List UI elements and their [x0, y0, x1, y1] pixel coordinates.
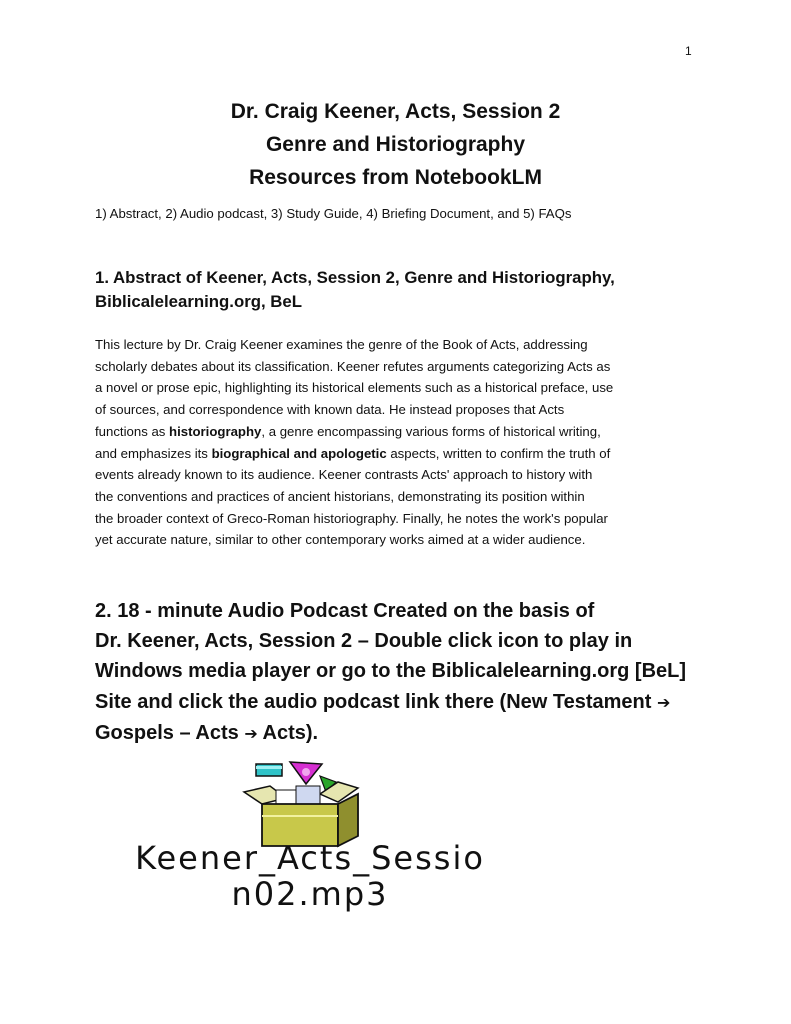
title-line-1: Dr. Craig Keener, Acts, Session 2	[230, 100, 561, 123]
title-line-2: Genre and Historiography	[265, 133, 526, 156]
caption-line-2: n02.mp3	[231, 875, 389, 913]
abstract-bold-term: historiography	[169, 423, 262, 439]
podcast-text: Site and click the audio podcast link there (New Testament	[95, 690, 657, 713]
abstract-paragraph	[95, 334, 700, 551]
arrow-right-icon: ➔	[656, 692, 671, 712]
abstract-line	[95, 443, 700, 465]
abstract-line: the broader context of Greco-Roman historiography. Finally, he notes the work's popular	[95, 510, 608, 526]
podcast-text: Acts).	[257, 721, 319, 744]
page-number: 1	[685, 44, 692, 58]
package-icon	[240, 760, 380, 850]
podcast-heading-line-4	[95, 687, 715, 718]
caption-line-1: Keener_Acts_Sessio	[135, 839, 485, 877]
podcast-text: Gospels – Acts	[95, 721, 245, 744]
abstract-text: and emphasizes its	[95, 445, 212, 461]
podcast-heading-line-1: 2. 18 - minute Audio Podcast Created on the basis of	[95, 600, 595, 622]
podcast-heading-line-3: Windows media player or go to the Biblicalelearning.org [BeL]	[95, 660, 687, 683]
abstract-text: aspects, written to confirm the truth of	[386, 445, 611, 461]
abstract-heading-line-1: 1. Abstract of Keener, Acts, Session 2, Genre and Historiography,	[95, 268, 615, 287]
arrow-right-icon: ➔	[244, 723, 258, 743]
title-line-3: Resources from NotebookLM	[249, 166, 542, 189]
abstract-line: the conventions and practices of ancient historians, demonstrating its position within	[95, 488, 585, 504]
abstract-line: scholarly debates about its classification. Keener refutes arguments categorizing Acts as	[95, 358, 611, 374]
abstract-line	[95, 421, 700, 443]
abstract-heading	[95, 266, 705, 314]
podcast-heading-line-2: Dr. Keener, Acts, Session 2 – Double click icon to play in	[95, 630, 633, 653]
abstract-heading-line-2: Biblicalelearning.org, BeL	[95, 292, 303, 311]
abstract-text: functions as	[95, 423, 170, 439]
abstract-line: of sources, and correspondence with known data. He instead proposes that Acts	[95, 402, 565, 418]
abstract-line: events already known to its audience. Keener contrasts Acts' approach to history with	[95, 467, 593, 483]
abstract-bold-term: biographical and apologetic	[211, 445, 387, 461]
podcast-heading	[95, 596, 715, 749]
abstract-line: a novel or prose epic, highlighting its historical elements such as a historical preface, use	[95, 380, 614, 396]
podcast-heading-line-5	[95, 718, 715, 749]
document-title	[0, 95, 791, 194]
abstract-line: yet accurate nature, similar to other contemporary works aimed at a wider audience.	[95, 532, 586, 548]
resources-list: 1) Abstract, 2) Audio podcast, 3) Study Guide, 4) Briefing Document, and 5) FAQs	[95, 206, 572, 221]
audio-podcast-icon[interactable]	[240, 760, 380, 850]
abstract-line: This lecture by Dr. Craig Keener examines the genre of the Book of Acts, addressing	[95, 337, 588, 352]
abstract-text: , a genre encompassing various forms of historical writing,	[261, 423, 601, 439]
audio-file-caption[interactable]	[90, 840, 530, 912]
